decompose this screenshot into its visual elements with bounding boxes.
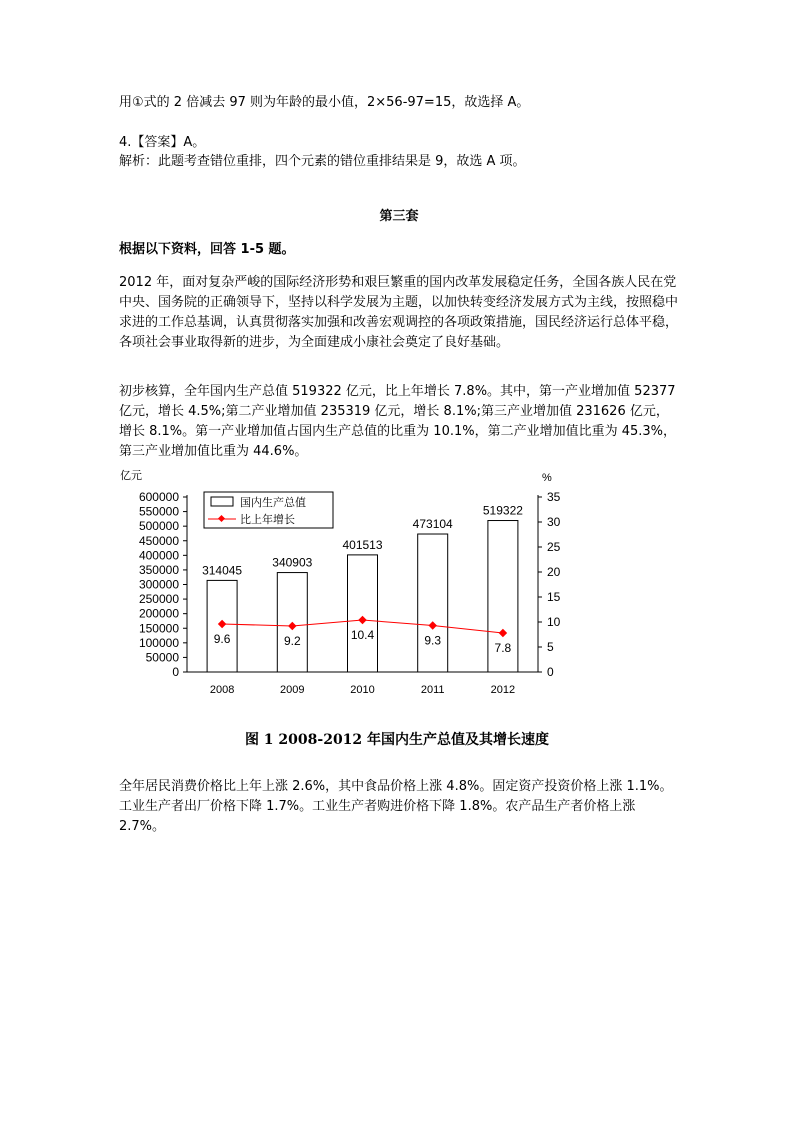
bar-label-2008: 314045 [202,563,243,578]
y-right-tick-label: 20 [547,565,561,579]
paragraph-2: 初步核算，全年国内生产总值 519322 亿元，比上年增长 7.8%。其中，第一产业增加值 52377 亿元，增长 4.5%;第二产业增加值 235319 亿元，增长 8.1%;第三产业增加值 231626 亿元，增长 8.1%。第一产业增加值占国内生产总值的比重为 10.1%，第二产业增加值比重为 45.3%，第三产业增加值比重为 44.6%。 [119,384,677,459]
x-tick-label-2010: 2010 [350,684,375,696]
y-left-unit: 亿元 [120,470,142,482]
chart-caption: 图 1 2008-2012 年国内生产总值及其增长速度 [244,732,550,748]
y-right-tick-label: 0 [547,665,554,679]
bar-label-2010: 401513 [342,537,383,552]
y-right-tick-label: 25 [547,540,561,554]
growth-label-2009: 9.2 [283,634,301,648]
instruction: 根据以下资料，回答 1-5 题。 [119,242,295,257]
legend-line-label: 比上年增长 [240,514,295,526]
y-left-tick-label: 500000 [138,519,179,534]
bar-label-2012: 519322 [482,503,523,518]
growth-label-2008: 9.6 [213,632,231,646]
y-left-tick-label: 400000 [138,548,179,563]
y-right-tick-label: 5 [547,640,554,654]
y-left-tick-label: 150000 [138,621,179,636]
y-right-tick-label: 30 [547,515,561,529]
y-left-tick-label: 50000 [145,650,179,665]
x-tick-label-2012: 2012 [490,684,516,696]
y-right-tick-label: 15 [547,590,561,604]
bar-label-2009: 340903 [272,555,313,570]
legend-bar-label: 国内生产总值 [240,497,306,509]
y-left-tick-label: 350000 [138,562,179,577]
gdp-chart-svg [100,463,580,703]
paragraph-1: 2012 年，面对复杂严峻的国际经济形势和艰巨繁重的国内改革发展稳定任务，全国各族人民在党中央、国务院的正确领导下，坚持以科学发展为主题，以加快转变经济发展方式为主线，按照稳中求进的工作总基调，认真贯彻落实加强和改善宏观调控的各项政策措施，国民经济运行总体平稳，各项社会事业取得新的进步，为全面建成小康社会奠定了良好基础。 [119,275,679,350]
bar-label-2011: 473104 [412,517,453,532]
bar-2011 [418,534,448,672]
y-left-tick-label: 550000 [138,504,179,519]
y-left-tick-label: 600000 [138,490,179,504]
q4-explanation: 解析：此题考查错位重排，四个元素的错位重排结果是 9，故选 A 项。 [119,154,526,169]
y-right-tick-label: 35 [547,490,561,504]
bar-2010 [348,555,378,672]
y-left-tick-label: 200000 [138,606,179,621]
y-right-tick-label: 10 [547,615,561,629]
x-tick-label-2008: 2008 [209,684,235,696]
y-left-tick-label: 450000 [138,533,179,548]
paragraph-3: 全年居民消费价格比上年上涨 2.6%，其中食品价格上涨 4.8%。固定资产投资价格上涨 1.1%。工业生产者出厂价格下降 1.7%。工业生产者购进价格下降 1.8%。农产品生产者价格上涨 2.7%。 [119,779,673,834]
y-left-tick-label: 250000 [138,592,179,607]
x-tick-label-2009: 2009 [280,684,305,696]
y-left-tick-label: 0 [172,665,179,679]
growth-label-2010: 10.4 [350,628,375,642]
y-left-tick-label: 300000 [138,577,179,592]
y-left-tick-label: 100000 [138,635,179,650]
q4-answer: 4.【答案】A。 [119,135,206,150]
legend-bar-swatch [211,497,233,506]
growth-label-2011: 9.3 [424,633,442,648]
x-tick-label-2011: 2011 [420,684,445,696]
gdp-chart [100,463,580,703]
growth-label-2012: 7.8 [494,641,512,655]
y-right-unit: % [542,472,552,484]
answer-line: 用①式的 2 倍减去 97 则为年龄的最小值，2×56-97=15，故选择 A。 [119,95,530,110]
section-title: 第三套 [379,209,419,224]
